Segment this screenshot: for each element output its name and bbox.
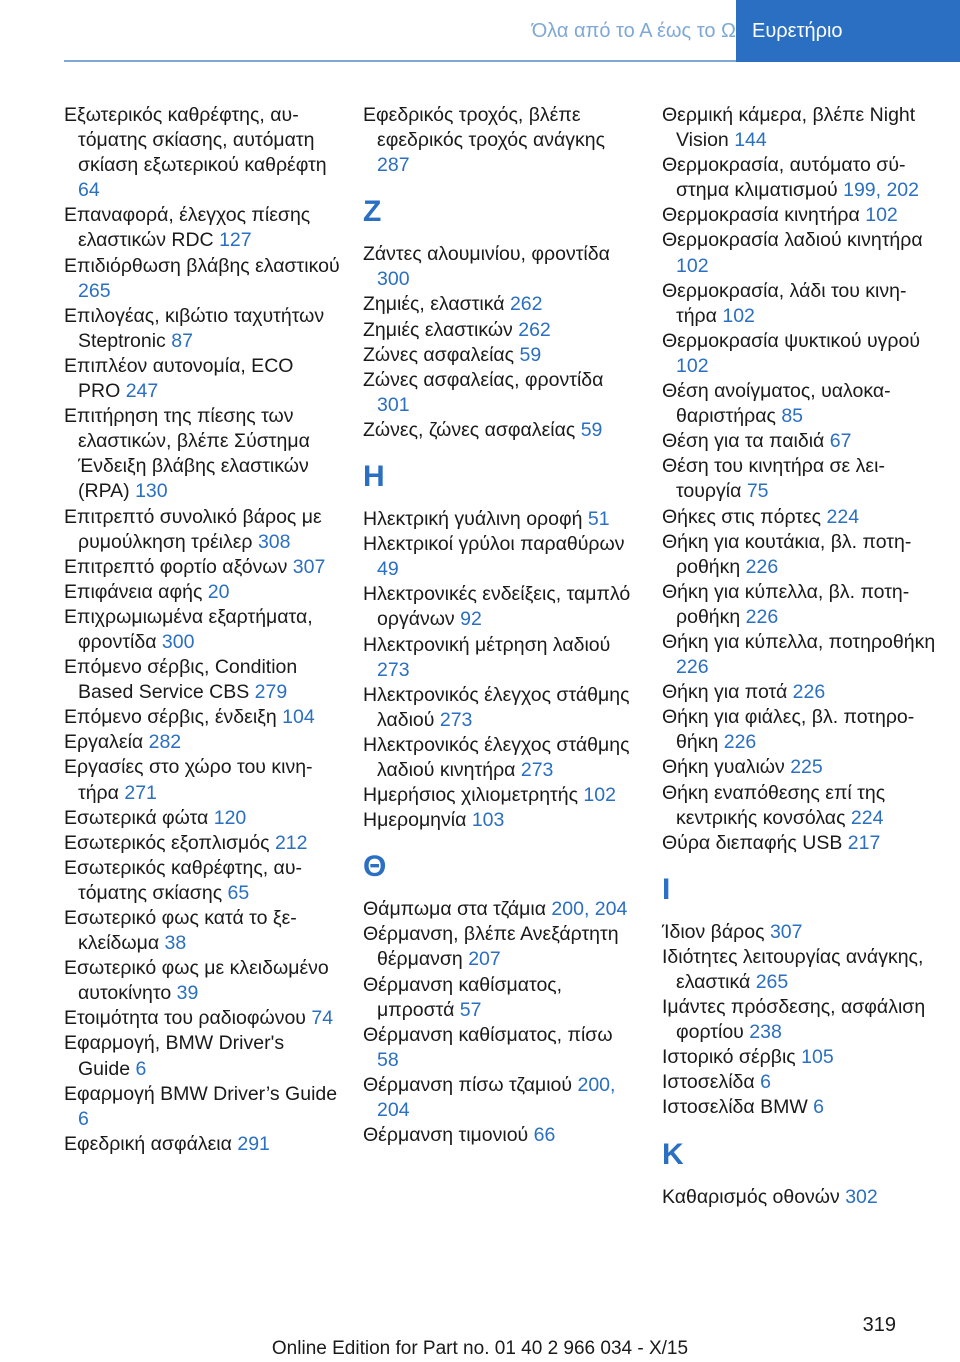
index-term: Θέρμανση καθίσματος, πίσω [363, 1023, 613, 1046]
index-term: Θήκη για κύπελλα, βλ. ποτηροθήκη [662, 580, 910, 628]
index-term: Επαναφορά, έλεγχος πίεσης ελαστικών RDC [64, 204, 311, 252]
index-page-link[interactable]: 87 [171, 329, 193, 352]
index-entry [662, 1185, 938, 1210]
index-page-link[interactable]: 103 [471, 809, 505, 832]
index-term: Θέση ανοίγματος, υαλοκαθαριστήρας [662, 380, 891, 428]
index-entry [363, 1023, 639, 1073]
index-page-link[interactable]: 226 [792, 681, 826, 704]
index-entry [363, 507, 639, 532]
index-term: Εσωτερικός εξοπλισμός [64, 831, 270, 854]
index-term: Εσωτερικά φώτα [64, 806, 209, 829]
index-term: Ηλεκτρονικός έλεγχος στάθμης λαδιού [363, 683, 630, 731]
index-page-link[interactable]: 58 [377, 1048, 399, 1071]
index-page-link[interactable]: 102 [676, 354, 709, 377]
index-entry [64, 956, 340, 1006]
index-entry [363, 783, 639, 808]
index-page-link[interactable]: 6 [813, 1096, 825, 1119]
index-term: Θέρμανση πίσω τζαμιού [363, 1073, 573, 1096]
footer-edition: Online Edition for Part no. 01 40 2 966 034 - X/15 [271, 1338, 689, 1359]
index-page-link[interactable]: 64 [78, 179, 100, 202]
index-page-link[interactable]: 20 [207, 580, 230, 603]
index-entry [64, 505, 340, 555]
index-entry [64, 404, 340, 504]
index-term: Ζάντες αλουμινίου, φροντίδα [363, 243, 610, 266]
index-term: Θύρα διεπαφής USB [662, 831, 843, 854]
index-page-link[interactable]: 247 [125, 380, 159, 403]
index-page-link[interactable]: 300 [161, 630, 195, 653]
index-page-link[interactable]: 105 [801, 1046, 834, 1069]
index-page-link[interactable]: 85 [781, 405, 804, 428]
index-term: Επιλογέας, κιβώτιο ταχυτήτων Steptronic [64, 304, 325, 352]
index-page-link[interactable]: 300 [377, 268, 410, 291]
index-entry [662, 228, 938, 278]
index-page-link[interactable]: 238 [749, 1021, 782, 1044]
index-letter-heading: Θ [363, 850, 387, 884]
index-entry [662, 203, 938, 228]
index-page-link[interactable]: 67 [829, 430, 852, 453]
index-term: Θήκη εναπόθεσης επί της κεντρικής κονσόλας [662, 781, 886, 829]
index-entry [662, 580, 938, 630]
index-entry [64, 705, 340, 730]
index-page-link[interactable]: 130 [135, 480, 168, 503]
index-term: Ιστορικό σέρβις [662, 1046, 796, 1069]
index-term: Θερμοκρασία κινητήρα [662, 204, 860, 227]
index-term: Ιμάντες πρόσδεσης, ασφάλιση φορτίου [662, 996, 926, 1044]
index-term: Θερμοκρασία λαδιού κινητήρα [662, 229, 923, 252]
index-term: Θήκη για κουτάκια, βλ. ποτηροθήκη [662, 530, 912, 578]
index-letter-heading: Ι [662, 872, 671, 906]
index-page-link[interactable]: 127 [219, 229, 252, 252]
index-page-link[interactable]: 273 [520, 758, 554, 781]
index-page-link[interactable]: 226 [745, 555, 779, 578]
index-column-2 [363, 103, 639, 1148]
index-entry [662, 945, 938, 995]
index-term: Εργασίες στο χώρο του κινητήρα [64, 756, 313, 804]
index-page-link[interactable]: 51 [587, 508, 610, 531]
index-entry [662, 429, 938, 454]
index-term: Ζώνες ασφαλείας, φροντίδα [363, 368, 604, 391]
index-letter-heading: Κ [662, 1137, 684, 1171]
index-term: Ιστοσελίδα BMW [662, 1096, 808, 1119]
index-term: Επιτήρηση της πίεσης των ελαστικών, βλέπε Σύστημα Ένδειξη βλάβης ελαστικών (RPA) [64, 405, 310, 503]
index-page-link[interactable]: 74 [311, 1007, 334, 1030]
index-page-link[interactable]: 271 [124, 781, 157, 804]
index-page-link[interactable]: 120 [213, 806, 247, 829]
index-term: Επιδιόρθωση βλάβης ελαστικού [64, 254, 340, 277]
index-page-link[interactable]: 265 [755, 971, 789, 993]
index-page-link[interactable]: 59 [580, 418, 603, 441]
index-page-link[interactable]: 92 [460, 608, 482, 631]
index-entry [662, 630, 938, 680]
index-page-link[interactable]: 308 [257, 530, 291, 553]
index-term: Θήκη για ποτά [662, 681, 788, 704]
index-page-link[interactable]: 207 [468, 948, 501, 971]
index-entry [662, 530, 938, 580]
index-entry [662, 781, 938, 831]
index-entry [662, 680, 938, 705]
index-term: Θέρμανση τιμονιού [363, 1124, 529, 1147]
index-page-link[interactable]: 38 [164, 932, 187, 955]
index-page-link[interactable]: 265 [78, 279, 111, 302]
index-term: Ηλεκτρική γυάλινη οροφή [363, 508, 583, 531]
index-term: Θήκη για κύπελλα, ποτηροθήκη [662, 630, 936, 653]
index-term: Ηλεκτρονικός έλεγχος στάθμης λαδιού κινητήρα [363, 733, 630, 781]
index-entry [363, 368, 639, 418]
index-entry [363, 922, 639, 972]
index-page-link[interactable]: 6 [78, 1107, 89, 1130]
index-entry [662, 995, 938, 1045]
index-entry [64, 1132, 340, 1157]
index-entry [64, 1031, 340, 1081]
index-entry [363, 808, 639, 833]
index-term: Ημερομηνία [363, 809, 467, 832]
index-page-link[interactable]: 200, 204 [377, 1073, 616, 1121]
index-page-link[interactable]: 279 [254, 681, 288, 704]
index-page-link[interactable]: 282 [148, 731, 182, 754]
index-page-link[interactable]: 49 [377, 558, 399, 581]
index-term: Εφαρμογή, BMW Driver's Guide [64, 1032, 285, 1080]
index-term: Εσωτερικό φως με κλειδωμένο αυτοκίνητο [64, 957, 329, 1005]
index-entry [363, 1123, 639, 1148]
index-term: Θέρμανση καθίσματος, μπροστά [363, 973, 563, 1021]
index-term: Επιτρεπτό φορτίο αξόνων [64, 555, 288, 578]
index-entry [64, 906, 340, 956]
index-term: Ίδιον βάρος [662, 920, 765, 943]
index-page-link[interactable]: 102 [722, 304, 755, 327]
index-page-link[interactable]: 225 [790, 756, 823, 779]
index-page-link[interactable]: 57 [459, 998, 482, 1021]
index-term: Θερμοκρασία, λάδι του κινητήρα [662, 279, 907, 327]
header-rule [64, 60, 736, 62]
page-number: 319 [862, 1314, 896, 1336]
index-term: Εξωτερικός καθρέφτης, αυτόματης σκίασης, αυτόματη σκίαση εξωτερικού καθρέφτη [64, 104, 327, 177]
index-entry [662, 755, 938, 780]
index-entry [662, 279, 938, 329]
index-entry [363, 343, 639, 368]
index-term: Θέρμανση, βλέπε Ανεξάρτητη θέρμανση [363, 923, 619, 971]
index-entry [662, 705, 938, 755]
index-term: Ιδιότητες λειτουργίας ανάγκης, ελαστικά [662, 945, 924, 993]
index-page-link[interactable]: 6 [135, 1057, 147, 1080]
index-page-link[interactable]: 144 [734, 129, 767, 152]
index-page-link[interactable]: 217 [847, 831, 881, 854]
index-page-link[interactable]: 226 [723, 731, 757, 754]
index-page-link[interactable]: 273 [439, 708, 473, 731]
index-entry [64, 1082, 340, 1132]
index-entry [662, 379, 938, 429]
index-term: Εφεδρική ασφάλεια [64, 1132, 232, 1155]
index-letter-heading: Η [363, 460, 385, 494]
index-tab[interactable]: Ευρετήριο [736, 0, 960, 62]
index-column-1 [64, 103, 340, 1157]
index-entry [363, 242, 639, 292]
index-term: Ζώνες, ζώνες ασφαλείας [363, 418, 576, 441]
index-page-link[interactable]: 262 [509, 293, 543, 316]
index-entry [662, 1045, 938, 1070]
index-entry [662, 454, 938, 504]
index-page-link[interactable]: 65 [227, 881, 250, 904]
index-term: Επιτρεπτό συνολικό βάρος με ρυμούλκηση τρέιλερ [64, 505, 322, 553]
index-entry [64, 254, 340, 304]
index-letter-heading: Ζ [363, 195, 382, 229]
index-entry [64, 806, 340, 831]
index-page-link[interactable]: 224 [826, 505, 860, 528]
index-page-link[interactable]: 102 [676, 254, 709, 277]
index-term: Ετοιμότητα του ραδιοφώνου [64, 1007, 306, 1030]
index-term: Θάμπωμα στα τζάμια [363, 898, 546, 921]
index-page-link[interactable]: 102 [865, 204, 898, 227]
index-entry [662, 103, 938, 153]
index-entry [64, 580, 340, 605]
index-entry [363, 582, 639, 632]
index-term: Θερμοκρασία ψυκτικού υγρού [662, 329, 921, 352]
index-term: Εσωτερικό φως κατά το ξεκλείδωμα [64, 907, 297, 955]
index-entry [662, 505, 938, 530]
index-page-link[interactable]: 291 [237, 1132, 270, 1155]
index-page-link[interactable]: 59 [519, 343, 542, 366]
index-page-link[interactable]: 102 [583, 784, 616, 807]
index-term: Ζώνες ασφαλείας [363, 343, 515, 366]
index-page-link[interactable]: 287 [377, 154, 410, 177]
index-page-link[interactable]: 226 [745, 605, 779, 628]
index-term: Θερμική κάμερα, βλέπε Night Vision [662, 104, 916, 152]
index-page-link[interactable]: 307 [292, 555, 326, 578]
index-term: Θήκες στις πόρτες [662, 505, 822, 528]
index-term: Ημερήσιος χιλιομετρητής [363, 784, 578, 807]
index-entry [64, 304, 340, 354]
index-entry [64, 103, 340, 203]
index-term: Εφαρμογή BMW Driver’s Guide [64, 1082, 338, 1105]
index-entry [363, 418, 639, 443]
index-term: Θέση για τα παιδιά [662, 430, 825, 453]
index-entry [662, 153, 938, 203]
index-page-link[interactable]: 262 [518, 318, 551, 341]
index-column-3 [662, 103, 938, 1210]
index-page-link[interactable]: 273 [377, 658, 410, 681]
section-title: Όλα από το Α έως το Ω [531, 19, 736, 42]
index-page-link[interactable]: 307 [769, 920, 803, 943]
index-page-link[interactable]: 212 [274, 831, 308, 854]
index-term: Θέση του κινητήρα σε λειτουργία [662, 455, 885, 503]
index-term: Καθαρισμός οθονών [662, 1185, 840, 1208]
index-term: Εργαλεία [64, 731, 144, 754]
index-entry [363, 733, 639, 783]
page-header [0, 0, 960, 62]
index-entry [662, 831, 938, 856]
index-term: Θήκη για φιάλες, βλ. ποτηροθήκη [662, 706, 915, 754]
index-entry [363, 1073, 639, 1123]
index-term: Θήκη γυαλιών [662, 756, 785, 779]
index-entry [64, 354, 340, 404]
index-page-link[interactable]: 226 [676, 656, 709, 679]
index-entry [363, 532, 639, 582]
index-page-link[interactable]: 302 [845, 1185, 878, 1208]
index-page-link[interactable]: 199, 202 [843, 179, 919, 202]
index-term: Εφεδρικός τροχός, βλέπε εφεδρικός τροχός ανάγκης [363, 104, 606, 152]
index-term: Ζημιές ελαστικών [363, 318, 513, 341]
index-entry [64, 1006, 340, 1031]
index-entry [64, 555, 340, 580]
index-page-link[interactable]: 75 [746, 480, 769, 503]
index-page-link[interactable]: 6 [760, 1071, 771, 1094]
index-entry [64, 655, 340, 705]
index-entry [363, 897, 639, 922]
index-entry [363, 292, 639, 317]
index-entry [662, 329, 938, 379]
index-entry [64, 730, 340, 755]
index-entry [662, 920, 938, 945]
index-entry [64, 203, 340, 253]
index-entry [662, 1095, 938, 1120]
index-entry [363, 103, 639, 178]
index-page-link[interactable]: 66 [533, 1124, 556, 1147]
index-entry [363, 633, 639, 683]
index-page-link[interactable]: 301 [377, 393, 410, 416]
index-page-link[interactable]: 200, 204 [551, 898, 628, 921]
index-term: Ηλεκτρονικές ενδείξεις, ταμπλό οργάνων [363, 583, 631, 631]
index-term: Επόμενο σέρβις, Condition Based Service CBS [64, 656, 298, 704]
index-page-link[interactable]: 224 [850, 806, 884, 829]
index-term: Ηλεκτρικοί γρύλοι παραθύρων [363, 533, 625, 556]
index-term: Ιστοσελίδα [662, 1071, 755, 1094]
index-entry [64, 605, 340, 655]
index-term: Ηλεκτρονική μέτρηση λαδιού [363, 633, 611, 656]
index-term: Ζημιές, ελαστικά [363, 293, 505, 316]
index-entry [64, 856, 340, 906]
index-term: Επιφάνεια αφής [64, 580, 203, 603]
index-term: Θερμοκρασία, αυτόματο σύστημα κλιματισμού [662, 154, 906, 202]
index-term: Επόμενο σέρβις, ένδειξη [64, 706, 277, 729]
index-term: Εσωτερικός καθρέφτης, αυτόματης σκίασης [64, 856, 302, 904]
index-term: Επιχρωμιωμένα εξαρτήματα, φροντίδα [64, 605, 313, 653]
index-entry [363, 318, 639, 343]
index-page-link[interactable]: 104 [282, 706, 315, 729]
index-entry [363, 973, 639, 1023]
index-term: Επιπλέον αυτονομία, ECO PRO [64, 354, 294, 403]
index-page-link[interactable]: 39 [176, 982, 199, 1005]
index-entry [64, 831, 340, 856]
index-entry [363, 683, 639, 733]
index-entry [662, 1070, 938, 1095]
index-entry [64, 755, 340, 805]
